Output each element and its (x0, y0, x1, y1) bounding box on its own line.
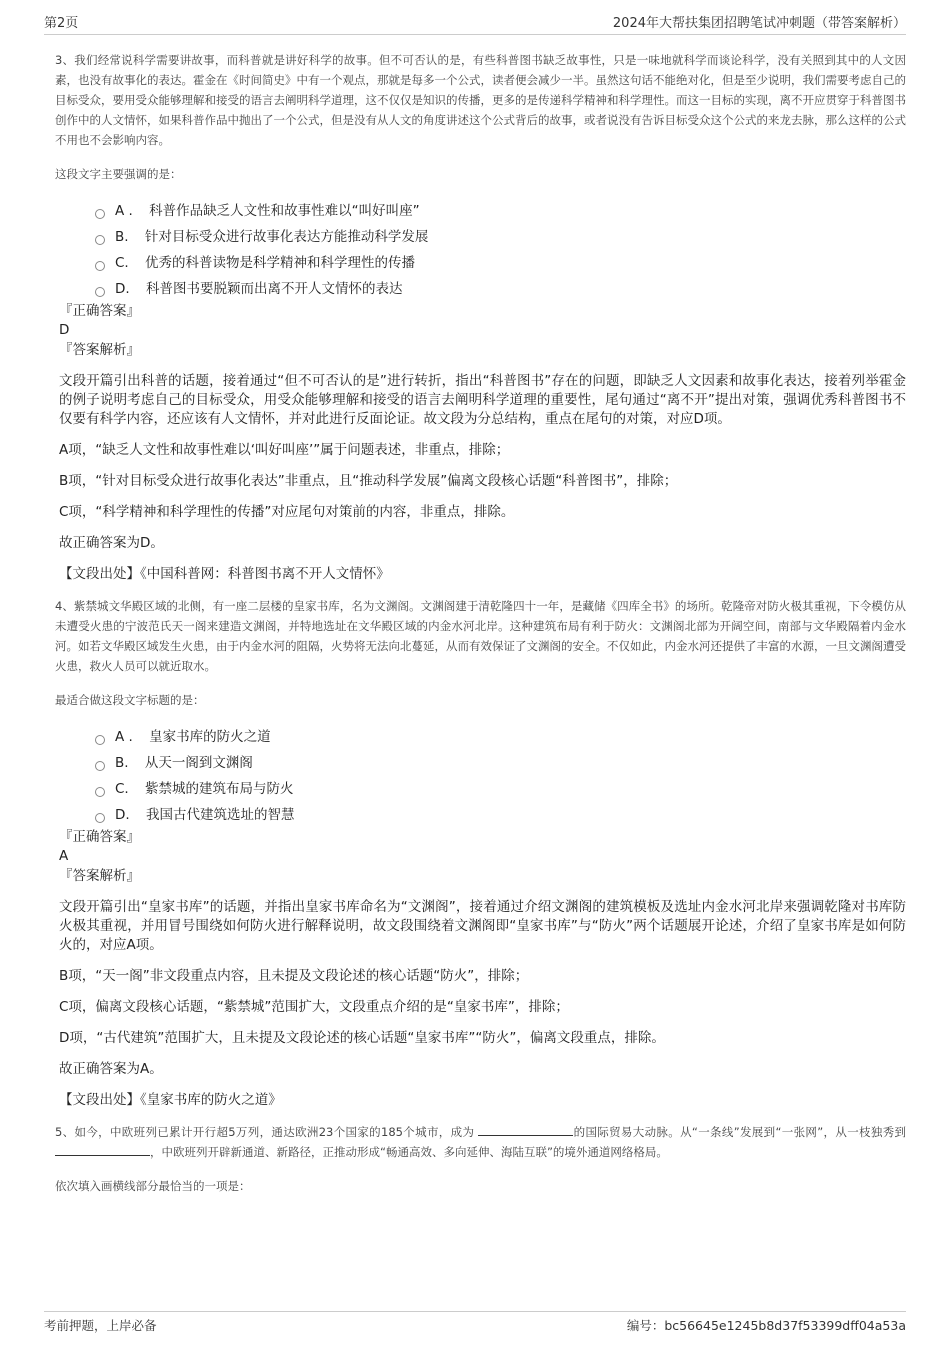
radio-button[interactable] (95, 735, 105, 745)
analysis-paragraph: B项，“针对目标受众进行故事化表达”非重点，且“推动科学发展”偏离文段核心话题“科普图书”，排除； (59, 473, 678, 489)
question-3-analysis (59, 372, 906, 584)
page-number: 第2页 (44, 16, 79, 31)
question-3-text: 3、我们经常说科学需要讲故事，而科普就是讲好科学的故事。但不可否认的是，有些科普图书缺乏故事性，只是一味地就科学而谈论科学，没有关照到其中的人文因素，也没有故事化的表达。霍金在《时间简史》中有一个观点，那就是每多一个公式，读者便会减少一半。虽然这句话不能绝对化，但是至少说明，我们需要考虑自己的目标受众，要用受众能够理解和接受的语言去阐明科学道理，这不仅仅是知识的传播，更多的是传递科学精神和科学理性。而这一目标的实现，离不开应贯穿于科普图书创作中的人文情怀，如果科普作品中抛出了一个公式，但是没有从人文的角度讲述这个公式背后的故事，或者说没有告诉目标受众这个公式的来龙去脉，那么这样的公式不用也不会影响内容。 (55, 53, 906, 147)
page-footer (44, 1311, 906, 1338)
option-label: A . (115, 729, 133, 745)
option-text: 从天一阁到文渊阁 (144, 755, 253, 771)
q4-option-d[interactable] (95, 802, 906, 828)
q4-option-b[interactable] (95, 750, 906, 776)
question-5-prompt: 依次填入画横线部分最恰当的一项是： (55, 1179, 251, 1193)
question-5-text-part: ，中欧班列开辟新通道、新路径，正推动形成“畅通高效、多向延伸、海陆互联”的境外通道网络格局。 (150, 1145, 668, 1159)
question-4-prompt: 最适合做这段文字标题的是： (55, 693, 205, 707)
option-label: D. (115, 807, 130, 823)
question-3-prompt: 这段文字主要强调的是： (55, 167, 182, 181)
q4-option-a[interactable] (95, 724, 906, 750)
analysis-paragraph: C项，“科学精神和科学理性的传播”对应尾句对策前的内容，非重点，排除。 (59, 504, 515, 520)
option-label: C. (115, 255, 129, 271)
option-label: A . (115, 203, 133, 219)
option-label: B. (115, 755, 129, 771)
analysis-paragraph: C项，偏离文段核心话题，“紫禁城”范围扩大，文段重点介绍的是“皇家书库”，排除； (59, 999, 569, 1015)
document-title: 2024年大帮扶集团招聘笔试冲刺题（带答案解析） (612, 16, 906, 31)
q3-option-a[interactable] (95, 198, 906, 224)
option-text: 优秀的科普读物是科学精神和科学理性的传播 (145, 255, 416, 271)
question-4-answer (59, 828, 906, 886)
analysis-paragraph: D项，“古代建筑”范围扩大，且未提及文段论述的核心话题“皇家书库”“防火”，偏离文段重点，排除。 (59, 1030, 665, 1046)
fill-blank-1 (478, 1123, 573, 1136)
footer-slogan: 考前押题，上岸必备 (44, 1318, 157, 1333)
analysis-heading: 『答案解析』 (59, 342, 140, 358)
question-4-text: 4、紫禁城文华殿区域的北侧，有一座二层楼的皇家书库，名为文渊阁。文渊阁建于清乾隆四十一年，是藏储《四库全书》的场所。乾隆帝对防火极其重视，下令模仿从未遭受火患的宁波范氏天一阁来建造文渊阁，并特地选址在文华殿区域的内金水河北岸。这种建筑布局有利于防火：文渊阁北部为开阔空间，南部与文华殿隔着内金水河。如若文华殿区域发生火患，由于内金水河的阻隔，火势将无法向北蔓延，从而有效保证了文渊阁的安全。不仅如此，内金水河还提供了丰富的水源，一旦文渊阁遭受火患，救火人员可以就近取水。 (55, 599, 906, 673)
analysis-heading: 『答案解析』 (59, 868, 140, 884)
analysis-paragraph: B项，“天一阁”非文段重点内容，且未提及文段论述的核心话题“防火”，排除； (59, 968, 529, 984)
analysis-paragraph: 文段开篇引出科普的话题，接着通过“但不可否认的是”进行转折，指出“科普图书”存在的问题，即缺乏人文因素和故事化表达，接着列举霍金的例子说明考虑自己的目标受众，用受众能够理解和接受的语言去阐明科学道理的重要性，尾句通过“离不开”提出对策，强调优秀科普图书不仅要有科学内容，还应该有人文情怀，并对此进行反面论证。故文段为分总结构，重点在尾句的对策，对应D项。 (59, 373, 906, 427)
radio-button[interactable] (95, 209, 105, 219)
option-text: 我国古代建筑选址的智慧 (145, 807, 295, 823)
question-3-options (95, 198, 906, 302)
page-content (55, 50, 906, 1210)
option-text: 紫禁城的建筑布局与防火 (145, 781, 294, 797)
radio-button[interactable] (95, 235, 105, 245)
page-header (44, 10, 906, 35)
option-text: 针对目标受众进行故事化表达方能推动科学发展 (144, 229, 429, 245)
answer-heading: 『正确答案』 (59, 829, 140, 845)
question-4-analysis (59, 898, 906, 1110)
analysis-source: 【文段出处】《皇家书库的防火之道》 (59, 1092, 282, 1108)
fill-blank-2 (55, 1143, 150, 1156)
answer-value: D (59, 322, 70, 338)
q3-option-b[interactable] (95, 224, 906, 250)
answer-heading: 『正确答案』 (59, 303, 140, 319)
option-text: 科普图书要脱颖而出离不开人文情怀的表达 (145, 281, 403, 297)
q4-option-c[interactable] (95, 776, 906, 802)
option-label: C. (115, 781, 129, 797)
radio-button[interactable] (95, 813, 105, 823)
question-4-options (95, 724, 906, 828)
question-5-text (55, 1122, 906, 1162)
option-label: B. (115, 229, 129, 245)
radio-button[interactable] (95, 761, 105, 771)
analysis-paragraph: 故正确答案为A。 (59, 1061, 163, 1077)
q3-option-d[interactable] (95, 276, 906, 302)
analysis-paragraph: 故正确答案为D。 (59, 535, 164, 551)
question-3-answer (59, 302, 906, 360)
analysis-paragraph: A项，“缺乏人文性和故事性难以‘叫好叫座’”属于问题表述，非重点，排除； (59, 442, 510, 458)
answer-value: A (59, 848, 69, 864)
question-5-text-part: 的国际贸易大动脉。从“一条线”发展到“一张网”，从一枝独秀到 (573, 1125, 907, 1139)
radio-button[interactable] (95, 287, 105, 297)
option-text: 科普作品缺乏人文性和故事性难以“叫好叫座” (149, 203, 420, 219)
radio-button[interactable] (95, 261, 105, 271)
option-label: D. (115, 281, 130, 297)
analysis-paragraph: 文段开篇引出“皇家书库”的话题，并指出皇家书库命名为“文渊阁”，接着通过介绍文渊阁的建筑模板及选址内金水河北岸来强调乾隆对书库防火极其重视，并用冒号围绕如何防火进行解释说明，故文段围绕着文渊阁即“皇家书库”与“防火”两个话题展开论述，介绍了皇家书库是如何防火的，对应A项。 (59, 899, 906, 953)
question-5-text-part: 5、如今，中欧班列已累计开行超5万列，通达欧洲23个国家的185个城市，成为 (55, 1125, 475, 1139)
radio-button[interactable] (95, 787, 105, 797)
document-id: 编号：bc56645e1245b8d37f53399dff04a53a (626, 1318, 906, 1333)
q3-option-c[interactable] (95, 250, 906, 276)
option-text: 皇家书库的防火之道 (149, 729, 271, 745)
analysis-source: 【文段出处】《中国科普网：科普图书离不开人文情怀》 (59, 566, 390, 582)
